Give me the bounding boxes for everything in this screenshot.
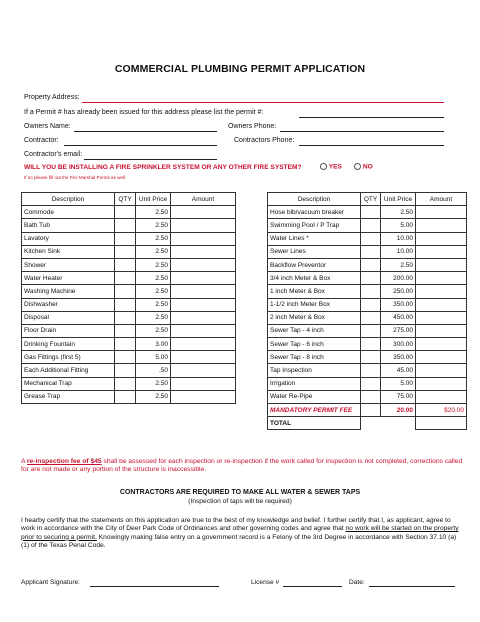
amount-cell[interactable] [171,258,236,271]
unit-price: 350.00 [381,351,416,364]
item-description: Backflow Preventor [268,258,361,271]
unit-price: 2.50 [136,272,171,285]
amount-cell[interactable] [171,285,236,298]
qty-cell[interactable] [115,219,136,232]
qty-cell[interactable] [115,245,136,258]
unit-price: 2.50 [136,232,171,245]
item-description: Kitchen Sink [22,245,115,258]
qty-cell[interactable] [361,311,381,324]
item-description: Each Additional Fitting [22,364,115,377]
qty-cell[interactable] [361,272,381,285]
amount-cell[interactable] [416,206,467,219]
certification-part1: I hearby certify that the statements on this application are true to the best of my knowledge and belief. I further certify that I, as applicant, agree to work in accordance with the City of Deer Park Code of Ordinances and other governing codes and agree that [21,517,451,533]
previous-permit-label: If a Permit # has already been issued for this address please list the permit #: [24,109,264,116]
qty-cell[interactable] [115,298,136,311]
table-row [268,285,467,298]
qty-cell[interactable] [361,324,381,337]
qty-cell[interactable] [361,206,381,219]
item-description: Grease Trap [22,390,115,403]
yes-label: YES [328,163,342,171]
unit-price: 2.50 [381,206,416,219]
total-spacer [361,417,381,430]
table-row [268,377,467,390]
amount-cell[interactable] [416,377,467,390]
unit-price: 2.50 [136,285,171,298]
qty-cell[interactable] [115,377,136,390]
amount-cell[interactable] [171,232,236,245]
unit-price: 5.00 [381,219,416,232]
item-description: Water Lines * [268,232,361,245]
table-row [268,219,467,232]
table-row [22,272,236,285]
unit-price: 10.00 [381,232,416,245]
unit-price: 2.50 [136,324,171,337]
no-radio[interactable] [354,163,361,170]
item-description: Dishwasher [22,298,115,311]
unit-price: 2.50 [136,219,171,232]
table-row [22,219,236,232]
fire-marshal-note: If so please fill out the Fire Marshal Permit as well. [24,175,127,180]
qty-cell[interactable] [361,404,381,417]
contractor-field[interactable] [64,145,217,146]
amount-cell[interactable] [171,324,236,337]
amount-cell[interactable] [171,338,236,351]
amount-cell[interactable] [416,298,467,311]
date-label: Date: [349,579,365,586]
owners-name-field[interactable] [74,131,217,132]
amount-cell[interactable] [416,272,467,285]
qty-cell[interactable] [115,258,136,271]
qty-cell[interactable] [361,351,381,364]
contractors-email-label: Contractor's email: [24,151,83,158]
table-row [268,338,467,351]
qty-cell[interactable] [361,219,381,232]
amount-cell[interactable] [171,377,236,390]
item-description: Sewer Lines [268,245,361,258]
header-amount: Amount [416,193,467,206]
unit-price: 2.50 [136,311,171,324]
qty-cell[interactable] [115,351,136,364]
table-row [268,206,467,219]
amount-cell[interactable] [416,219,467,232]
applicant-signature-field[interactable] [90,586,219,587]
item-description: Commode [22,206,115,219]
table-row [22,364,236,377]
header-unit-price: Unit Price [136,193,171,206]
qty-cell[interactable] [361,377,381,390]
unit-price: 300.00 [381,338,416,351]
unit-price: 2.50 [381,258,416,271]
certification-underlined: no work will be started on the property prior to securing a permit. [21,525,459,541]
contractors-phone-label: Contractors Phone: [234,137,295,144]
total-row [268,417,467,430]
qty-cell[interactable] [115,390,136,403]
header-qty: QTY [115,193,136,206]
item-description: Hose bib/vacuum breaker [268,206,361,219]
table-row [22,298,236,311]
qty-cell[interactable] [361,245,381,258]
item-description: Water Re-Pipe [268,390,361,403]
unit-price: 2.50 [136,206,171,219]
qty-cell[interactable] [361,285,381,298]
qty-cell[interactable] [115,311,136,324]
amount-cell[interactable] [416,285,467,298]
amount-cell[interactable] [416,324,467,337]
sprinkler-question: WILL YOU BE INSTALLING A FIRE SPRINKLER SYSTEM OR ANY OTHER FIRE SYSTEM? [24,164,302,171]
unit-price: 2.50 [136,298,171,311]
table-row [268,364,467,377]
table-row [268,351,467,364]
qty-cell[interactable] [115,285,136,298]
table-row [268,390,467,403]
header-description: Description [268,193,361,206]
taps-heading: CONTRACTORS ARE REQUIRED TO MAKE ALL WATER & SEWER TAPS [119,489,361,496]
header-unit-price: Unit Price [381,193,416,206]
item-description: 2 inch Meter & Box [268,311,361,324]
no-label: NO [362,163,373,171]
owners-phone-label: Owners Phone: [228,123,277,130]
unit-price: 2.50 [136,258,171,271]
qty-cell[interactable] [361,390,381,403]
unit-price: 5.00 [381,377,416,390]
amount-cell[interactable] [171,272,236,285]
amount-cell[interactable] [416,245,467,258]
table-row [22,206,236,219]
right-fee-table [267,192,467,430]
amount-cell[interactable] [171,351,236,364]
table-row [268,272,467,285]
item-description: 1 inch Meter & Box [268,285,361,298]
item-description: 3/4 inch Meter & Box [268,272,361,285]
owners-phone-field[interactable] [280,131,444,132]
item-description: Irrigation [268,377,361,390]
qty-cell[interactable] [361,258,381,271]
amount-cell[interactable] [171,206,236,219]
qty-cell[interactable] [115,206,136,219]
item-description: Tap Inspection [268,364,361,377]
item-description: Lavatory [22,232,115,245]
page-title: COMMERCIAL PLUMBING PERMIT APPLICATION [114,63,366,75]
mandatory-fee-label: MANDATORY PERMIT FEE [268,404,361,417]
unit-price: 2.50 [136,390,171,403]
item-description: Shower [22,258,115,271]
table-row [22,390,236,403]
table-row [22,245,236,258]
table-row [22,377,236,390]
sprinkler-yes-option[interactable] [320,163,342,170]
item-description: Drinking Fountain [22,338,115,351]
certification-part2: Knowingly making false entry on a government record is a Felony of the 3rd Degree in accordance with Section 37.10 (a) (1) of the Texas Penal Code. [21,533,457,550]
amount-cell[interactable] [171,311,236,324]
total-amount-cell[interactable] [416,417,467,430]
unit-price: 5.00 [136,351,171,364]
amount-cell[interactable] [171,364,236,377]
unit-price: 250.00 [381,285,416,298]
item-description: Sewer Tap - 4 inch [268,324,361,337]
qty-cell[interactable] [115,324,136,337]
previous-permit-field[interactable] [299,117,444,118]
qty-cell[interactable] [361,338,381,351]
qty-cell[interactable] [115,364,136,377]
item-description: Water Heater [22,272,115,285]
table-row [268,245,467,258]
table-row [22,351,236,364]
unit-price: 3.00 [136,338,171,351]
reinspection-text: shall be assessed for each inspection or re-inspection if the work called for inspection is not completed, corrections called for are not made or any portion of the structure is inaccessible. [21,458,463,474]
unit-price: 350.00 [381,298,416,311]
amount-cell[interactable] [171,245,236,258]
item-description: Washing Machine [22,285,115,298]
item-description: Sewer Tap - 8 inch [268,351,361,364]
applicant-signature-label: Applicant Signature: [21,579,81,586]
table-row [22,232,236,245]
property-address-field[interactable] [82,102,444,103]
mandatory-fee-price: 20.00 [381,404,416,417]
table-row [22,258,236,271]
amount-cell[interactable] [416,351,467,364]
reinspection-notice [21,458,466,475]
table-header-row [268,193,467,206]
qty-cell[interactable] [115,232,136,245]
reinspection-fee: re-inspection fee of $45 [26,458,102,465]
unit-price: 45.00 [381,364,416,377]
contractors-phone-field[interactable] [299,145,444,146]
unit-price: 2.50 [136,245,171,258]
license-field[interactable] [283,586,342,587]
total-spacer [381,417,416,430]
sprinkler-no-option[interactable] [354,163,373,170]
table-row [268,298,467,311]
header-amount: Amount [171,193,236,206]
unit-price: 450.00 [381,311,416,324]
unit-price: .50 [136,364,171,377]
qty-cell[interactable] [361,232,381,245]
unit-price: 200.00 [381,272,416,285]
amount-cell[interactable] [416,390,467,403]
table-row [22,324,236,337]
item-description: 1-1/2 inch Meter Box [268,298,361,311]
item-description: Mechanical Trap [22,377,115,390]
table-row [22,338,236,351]
unit-price: 275.00 [381,324,416,337]
amount-cell[interactable] [416,311,467,324]
certification-text [21,517,466,551]
header-description: Description [22,193,115,206]
license-label: License # [251,579,280,586]
amount-cell[interactable] [171,298,236,311]
reinspection-prefix: A [21,458,27,465]
table-row [22,311,236,324]
item-description: Sewer Tap - 6 inch [268,338,361,351]
mandatory-fee-row [268,404,467,417]
mandatory-fee-amount: $20.00 [416,404,467,417]
amount-cell[interactable] [171,390,236,403]
amount-cell[interactable] [416,364,467,377]
total-label: TOTAL [268,417,361,430]
taps-subheading: (Inspection of taps will be required) [188,498,292,505]
table-row [268,258,467,271]
header-qty: QTY [361,193,381,206]
qty-cell[interactable] [361,298,381,311]
yes-radio[interactable] [320,163,327,170]
amount-cell[interactable] [416,338,467,351]
owners-name-label: Owners Name: [24,123,71,130]
item-description: Disposal [22,311,115,324]
item-description: Bath Tub [22,219,115,232]
table-header-row [22,193,236,206]
table-row [268,311,467,324]
item-description: Swimming Pool / P Trap [268,219,361,232]
item-description: Gas Fittings (first 5) [22,351,115,364]
property-address-label: Property Address: [24,94,80,101]
contractors-email-field[interactable] [84,159,217,160]
qty-cell[interactable] [115,272,136,285]
table-row [268,324,467,337]
left-fee-table [21,192,236,404]
amount-cell[interactable] [416,232,467,245]
item-description: Floor Drain [22,324,115,337]
qty-cell[interactable] [115,338,136,351]
unit-price: 10.00 [381,245,416,258]
unit-price: 2.50 [136,377,171,390]
amount-cell[interactable] [171,219,236,232]
unit-price: 75.00 [381,390,416,403]
amount-cell[interactable] [416,258,467,271]
table-row [22,285,236,298]
date-field[interactable] [369,586,455,587]
table-row [268,232,467,245]
qty-cell[interactable] [361,364,381,377]
contractor-label: Contractor: [24,137,59,144]
